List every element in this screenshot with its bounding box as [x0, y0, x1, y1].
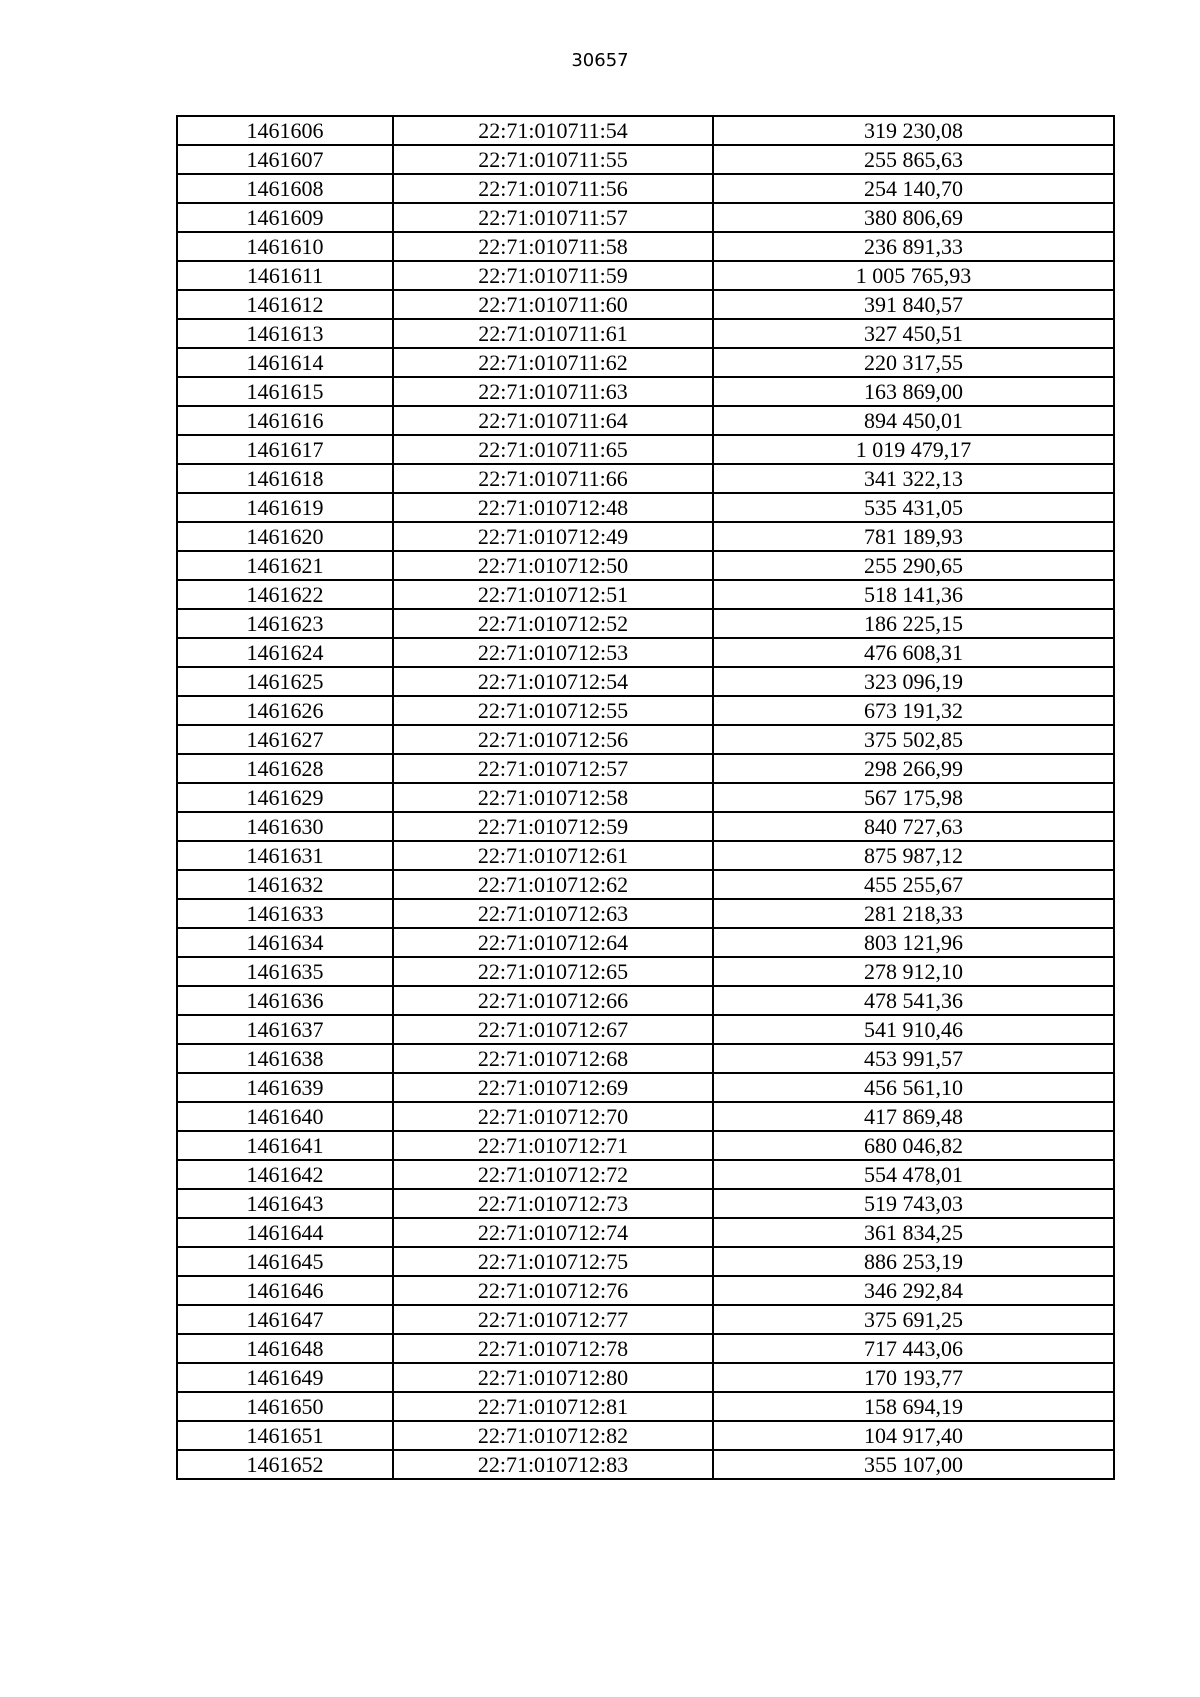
cadastral-value-cell: 840 727,63: [713, 812, 1114, 841]
table-row: [177, 783, 1114, 812]
cadastral-value-cell: 236 891,33: [713, 232, 1114, 261]
table-row: [177, 870, 1114, 899]
cadastral-number-cell: 22:71:010712:81: [393, 1392, 713, 1421]
table-row: [177, 522, 1114, 551]
cadastral-number-cell: 22:71:010712:66: [393, 986, 713, 1015]
cadastral-value-cell: 1 019 479,17: [713, 435, 1114, 464]
cadastral-number-cell: 22:71:010711:60: [393, 290, 713, 319]
cadastral-value-cell: 456 561,10: [713, 1073, 1114, 1102]
cadastral-number-cell: 22:71:010712:71: [393, 1131, 713, 1160]
row-number-cell: 1461628: [177, 754, 393, 783]
page-number: 30657: [571, 50, 629, 71]
table-row: [177, 203, 1114, 232]
table-row: [177, 261, 1114, 290]
row-number-cell: 1461617: [177, 435, 393, 464]
cadastral-number-cell: 22:71:010712:52: [393, 609, 713, 638]
table-row: [177, 812, 1114, 841]
table-row: [177, 1450, 1114, 1479]
cadastral-value-cell: 391 840,57: [713, 290, 1114, 319]
cadastral-number-cell: 22:71:010712:77: [393, 1305, 713, 1334]
cadastral-value-cell: 717 443,06: [713, 1334, 1114, 1363]
row-number-cell: 1461647: [177, 1305, 393, 1334]
table-body: [177, 116, 1114, 1479]
table-row: [177, 580, 1114, 609]
table-row: [177, 609, 1114, 638]
table-row: [177, 957, 1114, 986]
row-number-cell: 1461643: [177, 1189, 393, 1218]
row-number-cell: 1461610: [177, 232, 393, 261]
cadastral-value-cell: 281 218,33: [713, 899, 1114, 928]
cadastral-value-cell: 375 502,85: [713, 725, 1114, 754]
cadastral-value-cell: 567 175,98: [713, 783, 1114, 812]
row-number-cell: 1461612: [177, 290, 393, 319]
cadastral-number-cell: 22:71:010711:57: [393, 203, 713, 232]
row-number-cell: 1461638: [177, 1044, 393, 1073]
row-number-cell: 1461615: [177, 377, 393, 406]
row-number-cell: 1461645: [177, 1247, 393, 1276]
row-number-cell: 1461648: [177, 1334, 393, 1363]
cadastral-value-cell: 455 255,67: [713, 870, 1114, 899]
cadastral-value-cell: 346 292,84: [713, 1276, 1114, 1305]
cadastral-value-cell: 417 869,48: [713, 1102, 1114, 1131]
table-row: [177, 1334, 1114, 1363]
cadastral-value-cell: 680 046,82: [713, 1131, 1114, 1160]
cadastral-value-cell: 104 917,40: [713, 1421, 1114, 1450]
cadastral-value-cell: 781 189,93: [713, 522, 1114, 551]
row-number-cell: 1461629: [177, 783, 393, 812]
cadastral-number-cell: 22:71:010712:75: [393, 1247, 713, 1276]
cadastral-number-cell: 22:71:010712:76: [393, 1276, 713, 1305]
table-row: [177, 290, 1114, 319]
row-number-cell: 1461614: [177, 348, 393, 377]
table-row: [177, 116, 1114, 145]
cadastral-number-cell: 22:71:010712:73: [393, 1189, 713, 1218]
table-row: [177, 435, 1114, 464]
cadastral-number-cell: 22:71:010711:63: [393, 377, 713, 406]
cadastral-number-cell: 22:71:010712:59: [393, 812, 713, 841]
cadastral-number-cell: 22:71:010712:57: [393, 754, 713, 783]
cadastral-number-cell: 22:71:010712:63: [393, 899, 713, 928]
row-number-cell: 1461631: [177, 841, 393, 870]
row-number-cell: 1461620: [177, 522, 393, 551]
table-row: [177, 493, 1114, 522]
cadastral-number-cell: 22:71:010712:72: [393, 1160, 713, 1189]
table-row: [177, 1189, 1114, 1218]
cadastral-number-cell: 22:71:010711:65: [393, 435, 713, 464]
table-row: [177, 1044, 1114, 1073]
row-number-cell: 1461627: [177, 725, 393, 754]
cadastral-number-cell: 22:71:010712:69: [393, 1073, 713, 1102]
cadastral-value-cell: 1 005 765,93: [713, 261, 1114, 290]
row-number-cell: 1461650: [177, 1392, 393, 1421]
table-row: [177, 1305, 1114, 1334]
table-row: [177, 348, 1114, 377]
cadastral-value-cell: 298 266,99: [713, 754, 1114, 783]
table-row: [177, 696, 1114, 725]
row-number-cell: 1461652: [177, 1450, 393, 1479]
table-row: [177, 1276, 1114, 1305]
cadastral-value-cell: 170 193,77: [713, 1363, 1114, 1392]
cadastral-number-cell: 22:71:010712:50: [393, 551, 713, 580]
row-number-cell: 1461636: [177, 986, 393, 1015]
cadastral-number-cell: 22:71:010711:56: [393, 174, 713, 203]
cadastral-value-cell: 375 691,25: [713, 1305, 1114, 1334]
table-row: [177, 377, 1114, 406]
table-row: [177, 232, 1114, 261]
cadastral-number-cell: 22:71:010711:66: [393, 464, 713, 493]
cadastral-value-cell: 518 141,36: [713, 580, 1114, 609]
cadastral-number-cell: 22:71:010712:64: [393, 928, 713, 957]
row-number-cell: 1461606: [177, 116, 393, 145]
cadastral-number-cell: 22:71:010712:83: [393, 1450, 713, 1479]
row-number-cell: 1461632: [177, 870, 393, 899]
row-number-cell: 1461634: [177, 928, 393, 957]
row-number-cell: 1461649: [177, 1363, 393, 1392]
row-number-cell: 1461623: [177, 609, 393, 638]
cadastral-number-cell: 22:71:010712:80: [393, 1363, 713, 1392]
row-number-cell: 1461611: [177, 261, 393, 290]
row-number-cell: 1461616: [177, 406, 393, 435]
row-number-cell: 1461630: [177, 812, 393, 841]
cadastral-value-cell: 319 230,08: [713, 116, 1114, 145]
cadastral-value-cell: 519 743,03: [713, 1189, 1114, 1218]
cadastral-number-cell: 22:71:010711:59: [393, 261, 713, 290]
table-row: [177, 1218, 1114, 1247]
cadastral-value-cell: 476 608,31: [713, 638, 1114, 667]
cadastral-value-cell: 803 121,96: [713, 928, 1114, 957]
cadastral-value-cell: 361 834,25: [713, 1218, 1114, 1247]
row-number-cell: 1461608: [177, 174, 393, 203]
row-number-cell: 1461646: [177, 1276, 393, 1305]
cadastral-number-cell: 22:71:010712:82: [393, 1421, 713, 1450]
row-number-cell: 1461621: [177, 551, 393, 580]
cadastral-value-cell: 453 991,57: [713, 1044, 1114, 1073]
cadastral-value-cell: 875 987,12: [713, 841, 1114, 870]
table-row: [177, 1015, 1114, 1044]
cadastral-number-cell: 22:71:010711:54: [393, 116, 713, 145]
row-number-cell: 1461644: [177, 1218, 393, 1247]
cadastral-number-cell: 22:71:010712:62: [393, 870, 713, 899]
row-number-cell: 1461625: [177, 667, 393, 696]
cadastral-number-cell: 22:71:010712:67: [393, 1015, 713, 1044]
table-row: [177, 638, 1114, 667]
cadastral-number-cell: 22:71:010712:70: [393, 1102, 713, 1131]
row-number-cell: 1461619: [177, 493, 393, 522]
cadastral-value-cell: 278 912,10: [713, 957, 1114, 986]
cadastral-number-cell: 22:71:010712:74: [393, 1218, 713, 1247]
cadastral-value-cell: 380 806,69: [713, 203, 1114, 232]
table-row: [177, 667, 1114, 696]
cadastral-number-cell: 22:71:010712:58: [393, 783, 713, 812]
table-row: [177, 1392, 1114, 1421]
table-row: [177, 406, 1114, 435]
table-row: [177, 1131, 1114, 1160]
cadastral-value-cell: 254 140,70: [713, 174, 1114, 203]
table-row: [177, 725, 1114, 754]
row-number-cell: 1461618: [177, 464, 393, 493]
cadastral-value-cell: 255 290,65: [713, 551, 1114, 580]
cadastral-number-cell: 22:71:010712:65: [393, 957, 713, 986]
cadastral-value-cell: 163 869,00: [713, 377, 1114, 406]
row-number-cell: 1461651: [177, 1421, 393, 1450]
cadastral-number-cell: 22:71:010712:56: [393, 725, 713, 754]
cadastral-number-cell: 22:71:010712:51: [393, 580, 713, 609]
cadastral-value-table: [176, 115, 1115, 1480]
table-row: [177, 841, 1114, 870]
table-row: [177, 145, 1114, 174]
row-number-cell: 1461609: [177, 203, 393, 232]
cadastral-number-cell: 22:71:010711:62: [393, 348, 713, 377]
cadastral-number-cell: 22:71:010712:53: [393, 638, 713, 667]
cadastral-value-cell: 186 225,15: [713, 609, 1114, 638]
cadastral-number-cell: 22:71:010712:49: [393, 522, 713, 551]
cadastral-value-cell: 541 910,46: [713, 1015, 1114, 1044]
row-number-cell: 1461622: [177, 580, 393, 609]
cadastral-value-cell: 255 865,63: [713, 145, 1114, 174]
table-row: [177, 1160, 1114, 1189]
cadastral-number-cell: 22:71:010711:58: [393, 232, 713, 261]
cadastral-value-cell: 554 478,01: [713, 1160, 1114, 1189]
cadastral-number-cell: 22:71:010712:61: [393, 841, 713, 870]
row-number-cell: 1461641: [177, 1131, 393, 1160]
cadastral-value-cell: 341 322,13: [713, 464, 1114, 493]
table-row: [177, 899, 1114, 928]
row-number-cell: 1461642: [177, 1160, 393, 1189]
cadastral-number-cell: 22:71:010711:64: [393, 406, 713, 435]
table-row: [177, 1073, 1114, 1102]
cadastral-value-cell: 355 107,00: [713, 1450, 1114, 1479]
row-number-cell: 1461635: [177, 957, 393, 986]
row-number-cell: 1461633: [177, 899, 393, 928]
cadastral-value-cell: 327 450,51: [713, 319, 1114, 348]
cadastral-number-cell: 22:71:010712:48: [393, 493, 713, 522]
cadastral-number-cell: 22:71:010711:61: [393, 319, 713, 348]
row-number-cell: 1461626: [177, 696, 393, 725]
cadastral-number-cell: 22:71:010711:55: [393, 145, 713, 174]
cadastral-value-cell: 535 431,05: [713, 493, 1114, 522]
cadastral-value-cell: 886 253,19: [713, 1247, 1114, 1276]
cadastral-number-cell: 22:71:010712:54: [393, 667, 713, 696]
row-number-cell: 1461613: [177, 319, 393, 348]
cadastral-value-cell: 323 096,19: [713, 667, 1114, 696]
table-row: [177, 1247, 1114, 1276]
cadastral-number-cell: 22:71:010712:68: [393, 1044, 713, 1073]
cadastral-value-cell: 673 191,32: [713, 696, 1114, 725]
table-row: [177, 754, 1114, 783]
row-number-cell: 1461607: [177, 145, 393, 174]
table-row: [177, 1102, 1114, 1131]
table-row: [177, 1421, 1114, 1450]
table-row: [177, 464, 1114, 493]
table-row: [177, 551, 1114, 580]
cadastral-value-cell: 220 317,55: [713, 348, 1114, 377]
table-row: [177, 928, 1114, 957]
cadastral-value-cell: 478 541,36: [713, 986, 1114, 1015]
table-row: [177, 986, 1114, 1015]
cadastral-number-cell: 22:71:010712:78: [393, 1334, 713, 1363]
cadastral-value-cell: 158 694,19: [713, 1392, 1114, 1421]
row-number-cell: 1461624: [177, 638, 393, 667]
table-row: [177, 174, 1114, 203]
table-row: [177, 1363, 1114, 1392]
cadastral-value-cell: 894 450,01: [713, 406, 1114, 435]
row-number-cell: 1461637: [177, 1015, 393, 1044]
table-row: [177, 319, 1114, 348]
cadastral-number-cell: 22:71:010712:55: [393, 696, 713, 725]
row-number-cell: 1461640: [177, 1102, 393, 1131]
row-number-cell: 1461639: [177, 1073, 393, 1102]
